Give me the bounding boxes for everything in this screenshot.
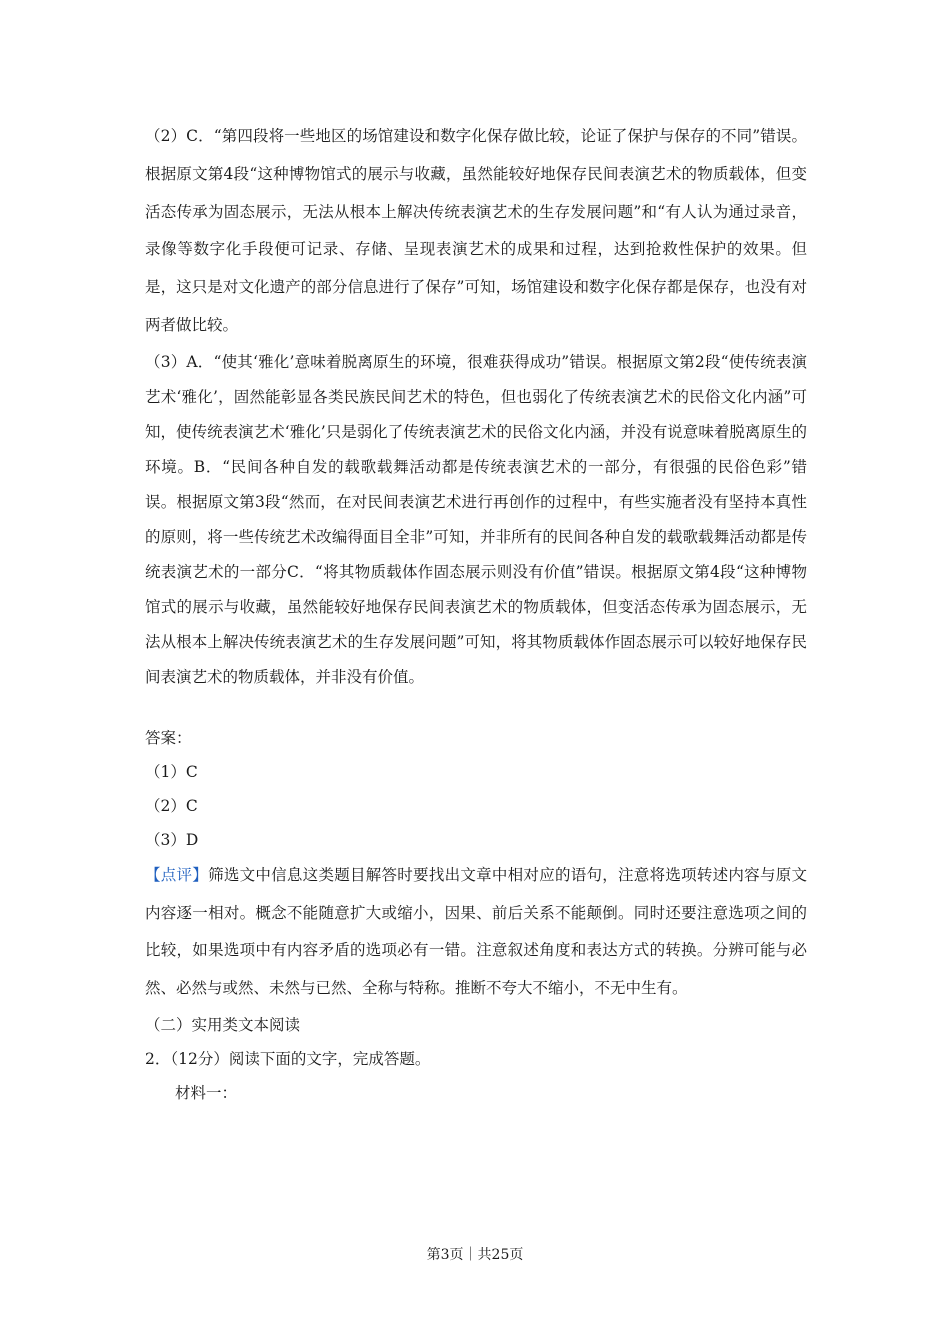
question-title: 2．（12分）阅读下面的文字，完成答题。 [145,1049,431,1068]
section-heading: （二）实用类文本阅读 [145,1015,301,1034]
material-label: 材料一： [175,1083,238,1102]
comment-paragraph [145,857,807,1008]
analysis-q3: （3）A．“使其‘雅化’意味着脱离原生的环境，很难获得成功”错误。根据原文第2段“使传统表演艺术‘雅化’，固然能彰显各类民族民间艺术的特色，但也弱化了传统表演艺术的民俗文化内涵”可知，使传统表演艺术‘雅化’只是弱化了传统表演艺术的民俗文化内涵，并没有说意味着脱离原生的环境。B．“民间各种自发的载歌载舞活动都是传统表演艺术的一部分，有很强的民俗色彩”错误。根据原文第3段“然而，在对民间表演艺术进行再创作的过程中，有些实施者没有坚持本真性的原则，将一些传统艺术改编得面目全非”可知，并非所有的民间各种自发的载歌载舞活动都是传统表演艺术的一部分C．“将其物质载体作固态展示则没有价值”错误。根据原文第4段“这种博物馆式的展示与收藏，虽然能较好地保存民间表演艺术的物质载体，但变活态传承为固态展示，无法从根本上解决传统表演艺术的生存发展问题”可知，将其物质载体作固态展示可以较好地保存民间表演艺术的物质载体，并非没有价值。 [145,352,807,686]
answer-label: 答案： [145,728,192,747]
page-footer: 第3页｜共25页 [426,1247,524,1263]
analysis-q2: （2）C．“第四段将一些地区的场馆建设和数字化保存做比较，论证了保护与保存的不同”错误。根据原文第4段“这种博物馆式的展示与收藏，虽然能较好地保存民间表演艺术的物质载体，但变活态传承为固态展示，无法从根本上解决传统表演艺术的生存发展问题”和“有人认为通过录音，录像等数字化手段便可记录、存储、呈现表演艺术的成果和过程，达到抢救性保护的效果。但是，这只是对文化遗产的部分信息进行了保存”可知，场馆建设和数字化保存都是保存，也没有对两者做比较。 [145,127,807,334]
comment-text: 筛选文中信息这类题目解答时要找出文章中相对应的语句，注意将选项转述内容与原文内容逐一相对。概念不能随意扩大或缩小，因果、前后关系不能颠倒。同时还要注意选项之间的比较，如果选项中有内容矛盾的选项必有一错。注意叙述角度和表达方式的转换。分辨可能与必然、必然与或然、未然与已然、全称与特称。推断不夸大不缩小，不无中生有。 [145,865,807,998]
answer-item-3: （3）D [145,830,199,849]
answer-item-1: （1）C [145,762,198,781]
comment-tag: 【点评】 [145,865,209,884]
page-content [145,118,807,1110]
answer-item-2: （2）C [145,796,198,815]
spacer [145,695,807,721]
